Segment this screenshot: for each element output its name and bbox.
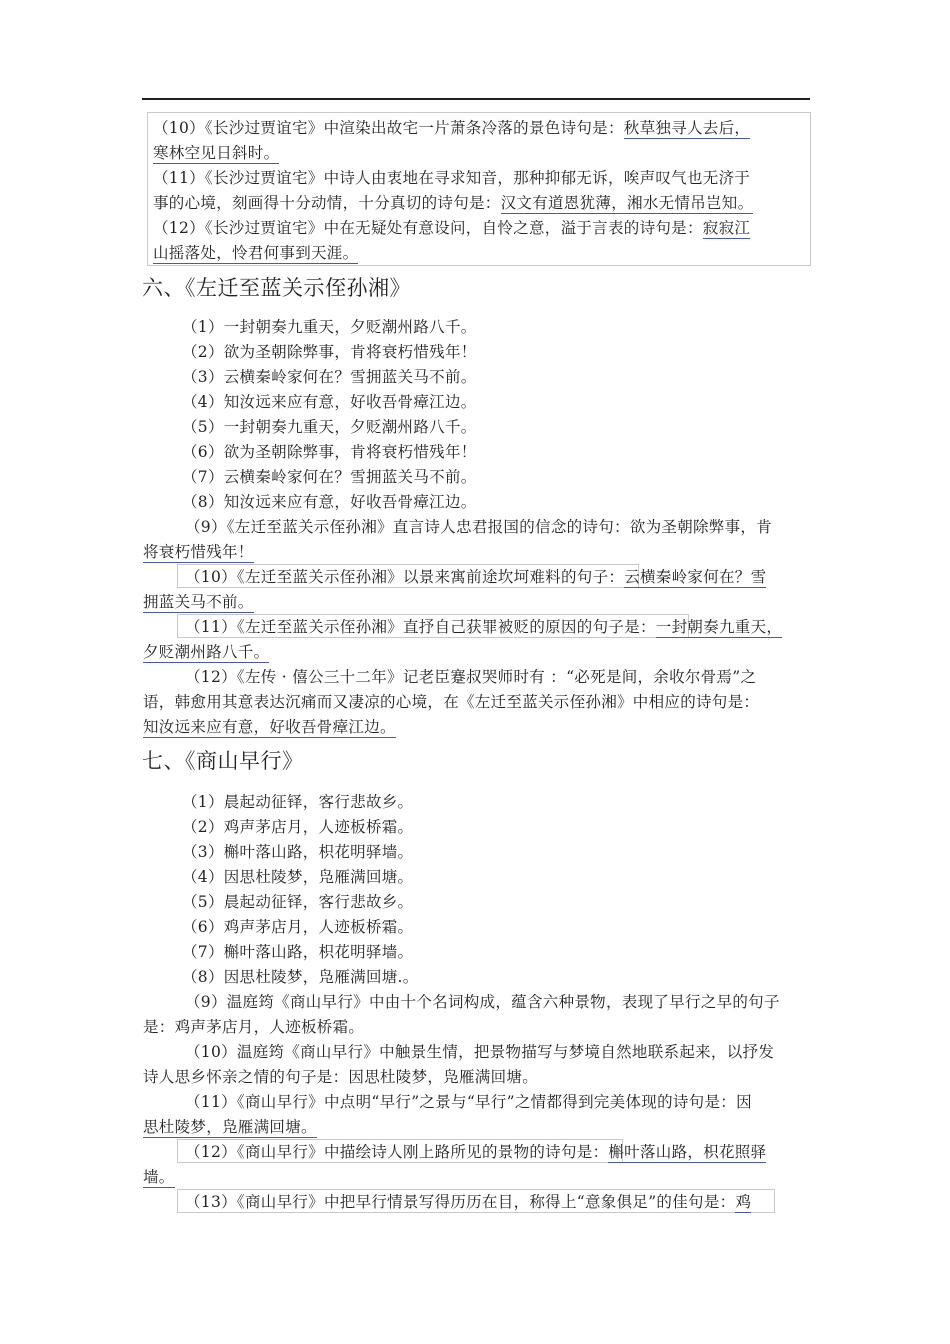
list-item: （7）云横秦岭家何在？雪拥蓝关马不前。	[182, 468, 477, 486]
list-item: （3）槲叶落山路，枳花明驿墙。	[182, 843, 414, 861]
list-item: （2）欲为圣朝除弊事，肯将衰朽惜残年！	[182, 343, 477, 361]
s7-q12-line1: （12）《商山早行》中描绘诗人刚上路所见的景物的诗句是：槲叶落山路，枳花照驿	[185, 1143, 767, 1161]
s5-q11-line2: 事的心境，刻画得十分动情，十分真切的诗句是：汉文有道恩犹薄，湘水无情吊岂知。	[153, 194, 754, 212]
s5-q10-line2	[153, 143, 279, 163]
s6-q12-line3	[143, 717, 396, 737]
list-item: （8）知汝远来应有意，好收吾骨瘴江边。	[182, 493, 477, 511]
s6-q11-line1: （11）《左迁至蓝关示侄孙湘》直抒自己获罪被贬的原因的句子是：一封朝奏九重天，	[185, 618, 783, 636]
s7-q12-line2	[143, 1167, 175, 1187]
s7-q13-line1: （13）《商山早行》中把早行情景写得历历在目，称得上“意象俱足”的佳句是：鸡	[185, 1193, 752, 1211]
s6-q10-line1: （10）《左迁至蓝关示侄孙湘》以景来寓前途坎坷难料的句子：云横秦岭家何在？雪	[185, 568, 767, 586]
s5-q12-line2	[153, 243, 358, 263]
section7-heading: 七、《商山早行》	[142, 749, 304, 773]
s6-q12-line2: 语，韩愈用其意表达沉痛而又凄凉的心境，在《左迁至蓝关示侄孙湘》中相应的诗句是：	[143, 693, 760, 711]
answer: 云横秦岭家何在？雪	[624, 568, 767, 586]
s6-q9-line1: （9）《左迁至蓝关示侄孙湘》直言诗人忠君报国的信念的诗句：欲为圣朝除弊事，肯	[185, 518, 773, 536]
s5-q10-line1: （10）《长沙过贾谊宅》中渲染出故宅一片萧条冷落的景色诗句是：秋草独寻人去后，	[153, 119, 751, 137]
answer: 墙。	[143, 1168, 175, 1186]
s6-q10-line2	[143, 592, 254, 612]
list-item: （5）一封朝奏九重天，夕贬潮州路八千。	[182, 418, 477, 436]
list-item: （7）槲叶落山路，枳花明驿墙。	[182, 943, 414, 961]
list-item: （1）一封朝奏九重天，夕贬潮州路八千。	[182, 318, 477, 336]
answer: 秋草独寻人去后，	[623, 119, 751, 137]
s7-q10-line2: 诗人思乡怀亲之情的句子是：因思杜陵梦，凫雁满回塘。	[143, 1068, 539, 1086]
list-item: （3）云横秦岭家何在？雪拥蓝关马不前。	[182, 368, 477, 386]
s7-q10-line1: （10）温庭筠《商山早行》中触景生情，把景物描写与梦境自然地联系起来，以抒发	[185, 1043, 775, 1061]
section6-heading: 六、《左迁至蓝关示侄孙湘》	[142, 276, 411, 300]
list-item: （8）因思杜陵梦，凫雁满回塘.。	[182, 968, 419, 986]
s7-q9-line2: 是：鸡声茅店月，人迹板桥霜。	[143, 1018, 365, 1036]
s5-q12-line1: （12）《长沙过贾谊宅》中在无疑处有意设问，自怜之意，溢于言表的诗句是：寂寂江	[153, 219, 751, 237]
answer: 一封朝奏九重天，	[655, 618, 783, 636]
list-item: （1）晨起动征铎，客行悲故乡。	[182, 793, 414, 811]
answer: 汉文有道恩犹薄，湘水无情吊岂知。	[500, 194, 754, 212]
answer: 寒林空见日斜时。	[153, 144, 280, 162]
answer: 夕贬潮州路八千。	[143, 643, 270, 661]
answer: 鸡	[735, 1193, 752, 1211]
s6-q12-line1: （12）《左传 · 僖公三十二年》记老臣蹇叔哭师时有 ：“必死是间，余收尔骨焉”之	[185, 668, 757, 686]
answer: 知汝远来应有意，好收吾骨瘴江边。	[143, 718, 396, 736]
list-item: （2）鸡声茅店月，人迹板桥霜。	[182, 818, 414, 836]
answer: 拥蓝关马不前。	[143, 593, 254, 611]
answer: 槲叶落山路，枳花照驿	[608, 1143, 767, 1161]
s7-q9-line1: （9）温庭筠《商山早行》中由十个名词构成，蕴含六种景物，表现了早行之早的句子	[185, 993, 780, 1011]
list-item: （4）知汝远来应有意，好收吾骨瘴江边。	[182, 393, 477, 411]
list-item: （5）晨起动征铎，客行悲故乡。	[182, 893, 414, 911]
answer: 将衰朽惜残年！	[143, 543, 254, 561]
s7-q11-line1: （11）《商山早行》中点明“早行”之景与“早行”之情都得到完美体现的诗句是：因	[185, 1093, 752, 1111]
list-item: （6）欲为圣朝除弊事，肯将衰朽惜残年！	[182, 443, 477, 461]
s5-q11-line1: （11）《长沙过贾谊宅》中诗人由衷地在寻求知音，那种抑郁无诉，唉声叹气也无济于	[153, 169, 751, 187]
answer: 寂寂江	[702, 219, 751, 237]
answer: 山摇落处，怜君何事到天涯。	[153, 244, 359, 262]
s7-q11-line2	[143, 1117, 317, 1137]
s6-q11-line2	[143, 642, 269, 662]
list-item: （6）鸡声茅店月，人迹板桥霜。	[182, 918, 414, 936]
list-item: （4）因思杜陵梦，凫雁满回塘。	[182, 868, 414, 886]
answer: 思杜陵梦，凫雁满回塘。	[143, 1118, 317, 1136]
s6-q9-line2	[143, 542, 254, 562]
header-rule	[142, 98, 810, 100]
